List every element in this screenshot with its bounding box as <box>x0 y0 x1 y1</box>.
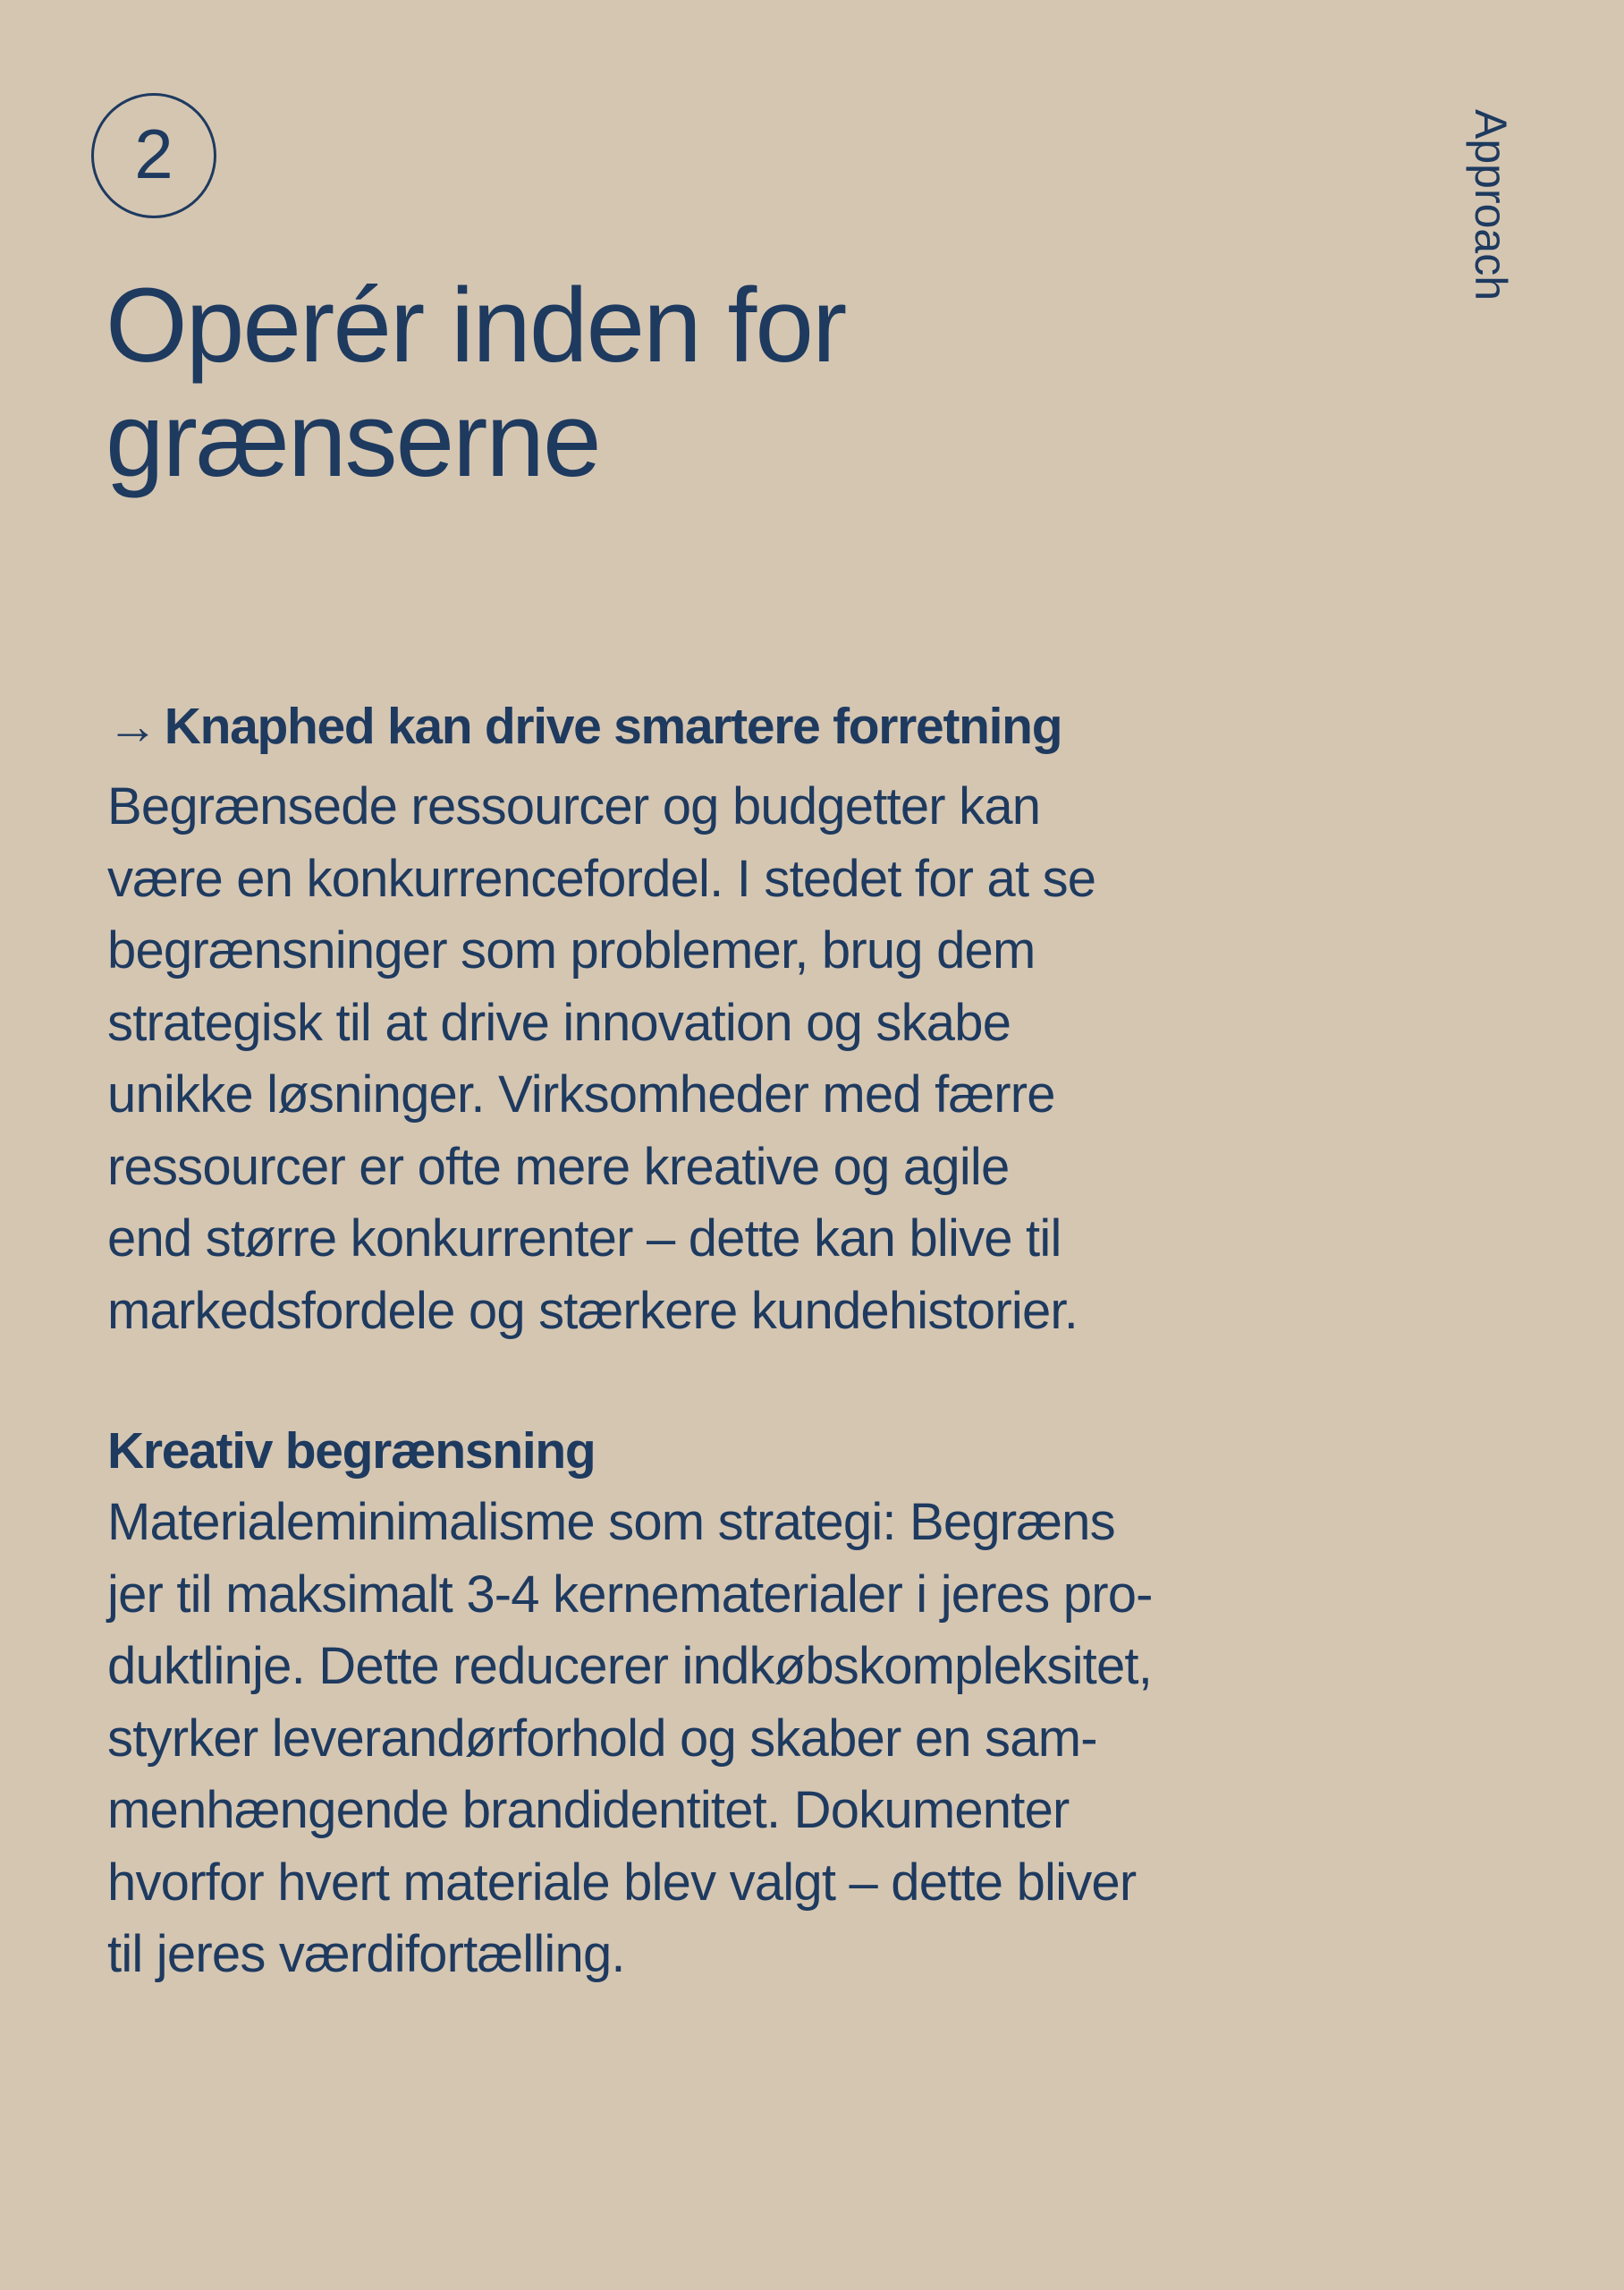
body-line: Materialeminimalisme som strategi: Begræns <box>107 1493 1115 1551</box>
page-number: 2 <box>134 114 173 193</box>
section-scarcity <box>107 691 1395 1347</box>
body-line: være en konkurrencefordel. I stedet for at se <box>107 849 1096 908</box>
body-line: markedsfordele og stærkere kundehistorier. <box>107 1281 1078 1340</box>
section-heading <box>107 691 1395 762</box>
body-line: menhængende brandidentitet. Dokumenter <box>107 1781 1070 1839</box>
body-line: til jeres værdifortælling. <box>107 1925 625 1983</box>
section-body <box>107 1487 1395 1991</box>
section-body <box>107 771 1395 1347</box>
section-heading-text: Kreativ begrænsning <box>107 1422 596 1480</box>
arrow-right-icon: → <box>107 698 157 755</box>
body-line: hvorfor hvert materiale blev valgt – dette bliver <box>107 1853 1137 1912</box>
page-number-badge <box>91 93 216 218</box>
body-line: begrænsninger som problemer, brug dem <box>107 921 1036 980</box>
body-line: styrker leverandørforhold og skaber en sam- <box>107 1709 1097 1768</box>
body-line: strategisk til at drive innovation og skabe <box>107 993 1011 1052</box>
body-line: unikke løsninger. Virksomheder med færre <box>107 1065 1055 1124</box>
section-creative-constraint <box>107 1415 1395 1991</box>
body-line: Begrænsede ressourcer og budgetter kan <box>107 777 1041 835</box>
page-title-line-2: grænserne <box>106 381 600 499</box>
section-heading-text: Knaphed kan drive smartere forretning <box>164 698 1062 755</box>
page-title <box>106 268 1268 497</box>
body-line: jer til maksimalt 3-4 kernematerialer i jeres pro- <box>107 1565 1153 1624</box>
page-title-line-1: Operér inden for <box>106 267 846 385</box>
section-heading <box>107 1415 1395 1487</box>
section-label: Approach <box>1466 109 1516 301</box>
body-line: end større konkurrenter – dette kan blive til <box>107 1209 1062 1268</box>
body-line: ressourcer er ofte mere kreative og agile <box>107 1137 1010 1196</box>
body-line: duktlinje. Dette reducerer indkøbskompleksitet, <box>107 1637 1153 1695</box>
